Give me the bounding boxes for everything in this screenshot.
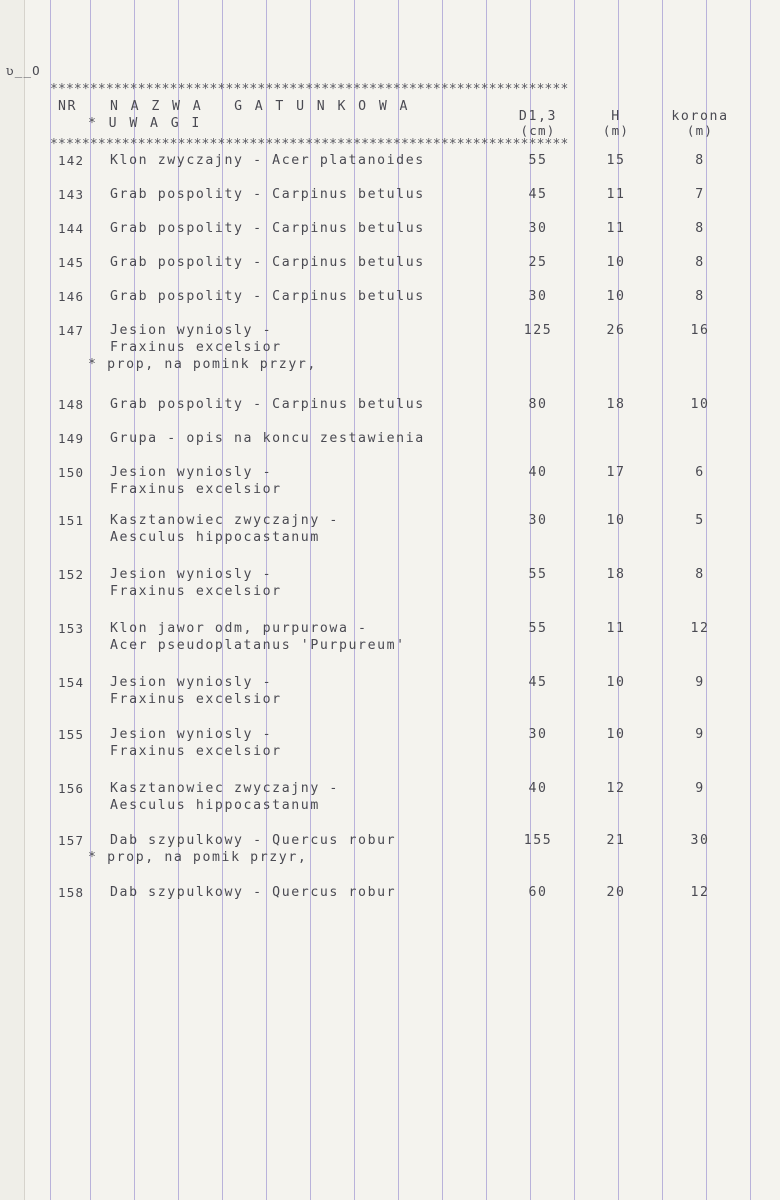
remark-note: * prop, na pomik przyr, bbox=[88, 850, 308, 865]
species-latin: Fraxinus excelsior bbox=[110, 482, 282, 497]
species-name: Jesion wyniosly - bbox=[110, 465, 273, 480]
height-value: 26 bbox=[606, 323, 626, 338]
diameter-value: 55 bbox=[528, 153, 548, 168]
header-nr: NR bbox=[58, 99, 78, 114]
diameter-value: 30 bbox=[528, 289, 548, 304]
crown-value: 9 bbox=[695, 781, 705, 796]
height-value: 10 bbox=[606, 727, 626, 742]
header-name: N A Z W A G A T U N K O W A bbox=[110, 99, 410, 114]
row-number: 155 bbox=[58, 727, 85, 742]
remark-note: * prop, na pomink przyr, bbox=[88, 357, 317, 372]
crown-value: 8 bbox=[695, 289, 705, 304]
diameter-value: 155 bbox=[523, 833, 553, 848]
height-value: 20 bbox=[606, 885, 626, 900]
height-value: 11 bbox=[606, 621, 626, 636]
species-latin: Fraxinus excelsior bbox=[110, 744, 282, 759]
species-name: Kasztanowiec zwyczajny - bbox=[110, 513, 339, 528]
table-row bbox=[0, 726, 780, 776]
table-row bbox=[0, 512, 780, 562]
species-latin: Fraxinus excelsior bbox=[110, 692, 282, 707]
crown-value: 5 bbox=[695, 513, 705, 528]
table-row bbox=[0, 832, 780, 882]
height-value: 15 bbox=[606, 153, 626, 168]
row-number: 142 bbox=[58, 153, 85, 168]
row-number: 143 bbox=[58, 187, 85, 202]
table-row bbox=[0, 322, 780, 372]
stars-top: ***************************************************************** bbox=[50, 82, 569, 97]
row-number: 146 bbox=[58, 289, 85, 304]
crown-value: 7 bbox=[695, 187, 705, 202]
crown-value: 8 bbox=[695, 255, 705, 270]
header-crown-unit: (m) bbox=[686, 123, 714, 138]
diameter-value: 40 bbox=[528, 465, 548, 480]
crown-value: 9 bbox=[695, 675, 705, 690]
species-latin: Acer pseudoplatanus 'Purpureum' bbox=[110, 638, 406, 653]
header-h-unit: (m) bbox=[602, 123, 630, 138]
height-value: 10 bbox=[606, 289, 626, 304]
row-number: 158 bbox=[58, 885, 85, 900]
species-name: Klon zwyczajny - Acer platanoides bbox=[110, 153, 425, 168]
species-latin: Fraxinus excelsior bbox=[110, 340, 282, 355]
corner-mark: ʋ__O bbox=[6, 63, 41, 78]
row-number: 154 bbox=[58, 675, 85, 690]
crown-value: 30 bbox=[690, 833, 710, 848]
height-value: 17 bbox=[606, 465, 626, 480]
height-value: 11 bbox=[606, 221, 626, 236]
table-row bbox=[0, 780, 780, 830]
diameter-value: 45 bbox=[528, 675, 548, 690]
header-d13: D1,3 bbox=[518, 109, 558, 124]
diameter-value: 30 bbox=[528, 221, 548, 236]
row-number: 157 bbox=[58, 833, 85, 848]
table-row bbox=[0, 566, 780, 616]
row-number: 149 bbox=[58, 431, 85, 446]
species-name: Grab pospolity - Carpinus betulus bbox=[110, 289, 425, 304]
diameter-value: 30 bbox=[528, 727, 548, 742]
species-name: Grab pospolity - Carpinus betulus bbox=[110, 221, 425, 236]
table-row bbox=[0, 674, 780, 724]
species-latin: Aesculus hippocastanum bbox=[110, 798, 320, 813]
diameter-value: 55 bbox=[528, 567, 548, 582]
crown-value: 12 bbox=[690, 885, 710, 900]
row-number: 153 bbox=[58, 621, 85, 636]
species-name: Grupa - opis na koncu zestawienia bbox=[110, 431, 425, 446]
species-name: Dab szypulkowy - Quercus robur bbox=[110, 885, 397, 900]
species-name: Grab pospolity - Carpinus betulus bbox=[110, 397, 425, 412]
species-name: Grab pospolity - Carpinus betulus bbox=[110, 187, 425, 202]
row-number: 148 bbox=[58, 397, 85, 412]
height-value: 10 bbox=[606, 513, 626, 528]
header-h: H bbox=[611, 109, 621, 124]
row-number: 145 bbox=[58, 255, 85, 270]
table-row bbox=[0, 620, 780, 670]
diameter-value: 60 bbox=[528, 885, 548, 900]
diameter-value: 55 bbox=[528, 621, 548, 636]
header-remarks: * U W A G I bbox=[88, 116, 202, 131]
crown-value: 8 bbox=[695, 567, 705, 582]
height-value: 10 bbox=[606, 675, 626, 690]
species-name: Jesion wyniosly - bbox=[110, 323, 273, 338]
height-value: 21 bbox=[606, 833, 626, 848]
table-row bbox=[0, 884, 780, 934]
stars-bottom: ***************************************************************** bbox=[50, 137, 569, 152]
row-number: 150 bbox=[58, 465, 85, 480]
diameter-value: 30 bbox=[528, 513, 548, 528]
row-number: 144 bbox=[58, 221, 85, 236]
diameter-value: 45 bbox=[528, 187, 548, 202]
species-name: Jesion wyniosly - bbox=[110, 567, 273, 582]
row-number: 156 bbox=[58, 781, 85, 796]
height-value: 11 bbox=[606, 187, 626, 202]
diameter-value: 125 bbox=[523, 323, 553, 338]
diameter-value: 25 bbox=[528, 255, 548, 270]
height-value: 12 bbox=[606, 781, 626, 796]
species-name: Dab szypulkowy - Quercus robur bbox=[110, 833, 397, 848]
species-latin: Aesculus hippocastanum bbox=[110, 530, 320, 545]
crown-value: 16 bbox=[690, 323, 710, 338]
diameter-value: 80 bbox=[528, 397, 548, 412]
species-latin: Fraxinus excelsior bbox=[110, 584, 282, 599]
species-name: Jesion wyniosly - bbox=[110, 675, 273, 690]
header-d13-unit: (cm) bbox=[520, 123, 556, 138]
species-name: Jesion wyniosly - bbox=[110, 727, 273, 742]
header-crown: korona bbox=[671, 109, 729, 124]
crown-value: 8 bbox=[695, 153, 705, 168]
height-value: 10 bbox=[606, 255, 626, 270]
row-number: 151 bbox=[58, 513, 85, 528]
species-name: Klon jawor odm, purpurowa - bbox=[110, 621, 368, 636]
row-number: 147 bbox=[58, 323, 85, 338]
crown-value: 12 bbox=[690, 621, 710, 636]
table-row bbox=[0, 464, 780, 514]
height-value: 18 bbox=[606, 397, 626, 412]
diameter-value: 40 bbox=[528, 781, 548, 796]
row-number: 152 bbox=[58, 567, 85, 582]
species-name: Grab pospolity - Carpinus betulus bbox=[110, 255, 425, 270]
crown-value: 6 bbox=[695, 465, 705, 480]
height-value: 18 bbox=[606, 567, 626, 582]
crown-value: 9 bbox=[695, 727, 705, 742]
species-name: Kasztanowiec zwyczajny - bbox=[110, 781, 339, 796]
crown-value: 8 bbox=[695, 221, 705, 236]
crown-value: 10 bbox=[690, 397, 710, 412]
